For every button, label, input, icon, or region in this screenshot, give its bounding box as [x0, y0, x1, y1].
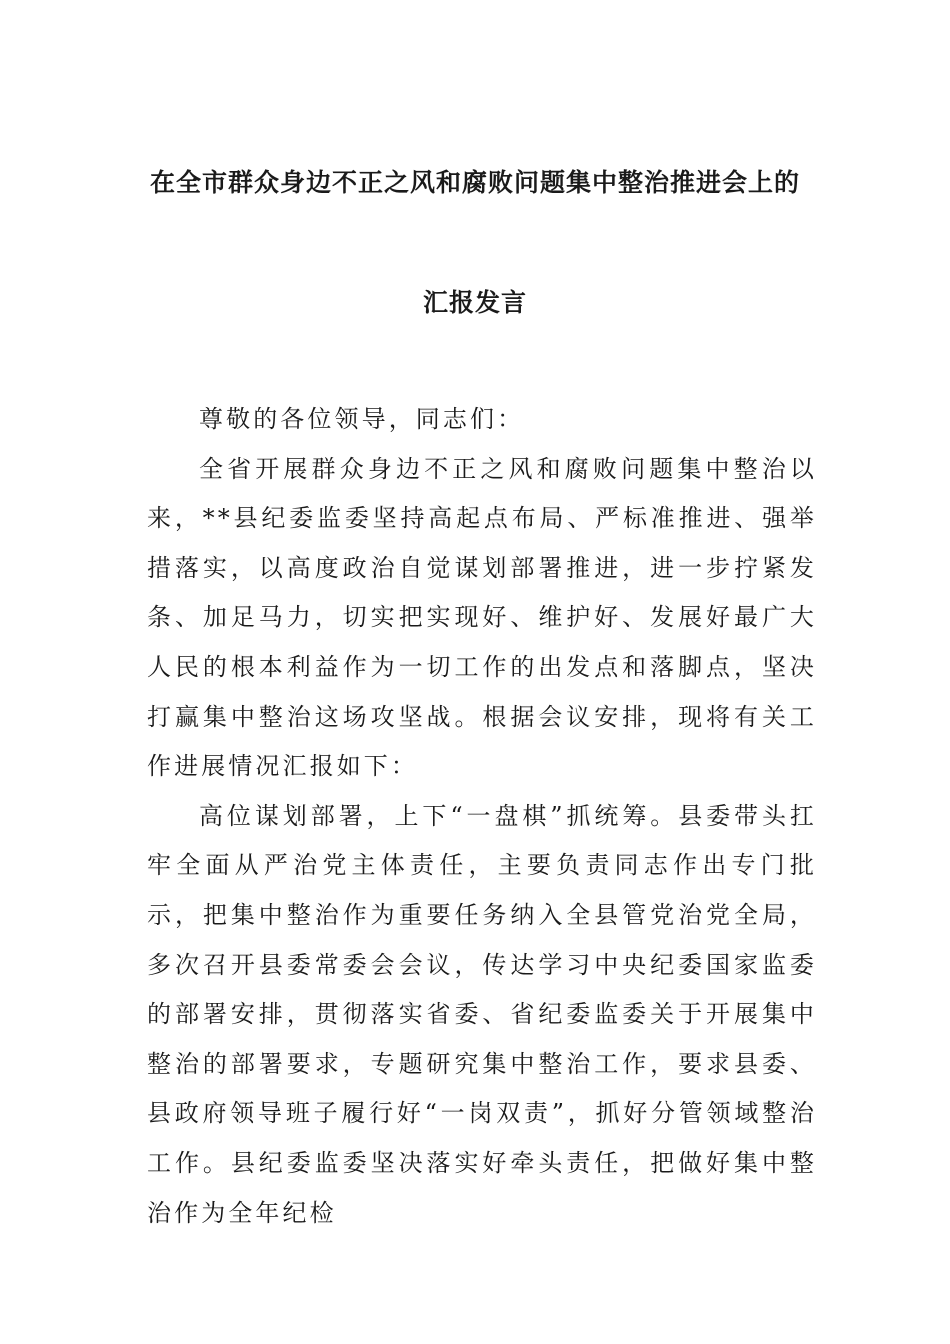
salutation: 尊敬的各位领导，同志们： [199, 405, 525, 433]
paragraph-intro: 全省开展群众身边不正之风和腐败问题集中整治以来，**县纪委监委坚持高起点布局、严标准推进、强举措落实，以高度政治自觉谋划部署推进，进一步拧紧发条、加足马力，切实把实现好、维护好、发展好最广大人民的根本利益作为一切工作的出发点和落脚点，坚决打赢集中整治这场攻坚战。根据会议安排，现将有关工作进展情况汇报如下： [147, 454, 817, 781]
document-title-line-2: 汇报发言 [422, 288, 527, 317]
document-body [147, 395, 817, 1238]
document-title-line-1: 在全市群众身边不正之风和腐败问题集中整治推进会上的 [149, 168, 800, 197]
paragraph-planning: 高位谋划部署，上下“一盘棋”抓统筹。县委带头扛牢全面从严治党主体责任，主要负责同志作出专门批示，把集中整治作为重要任务纳入全县管党治党全局，多次召开县委常委会会议，传达学习中央纪委国家监委的部署安排，贯彻落实省委、省纪委监委关于开展集中整治的部署要求，专题研究集中整治工作，要求县委、县政府领导班子履行好“一岗双责”，抓好分管领域整治工作。县纪委监委坚决落实好牵头责任，把做好集中整治作为全年纪检 [147, 801, 817, 1227]
